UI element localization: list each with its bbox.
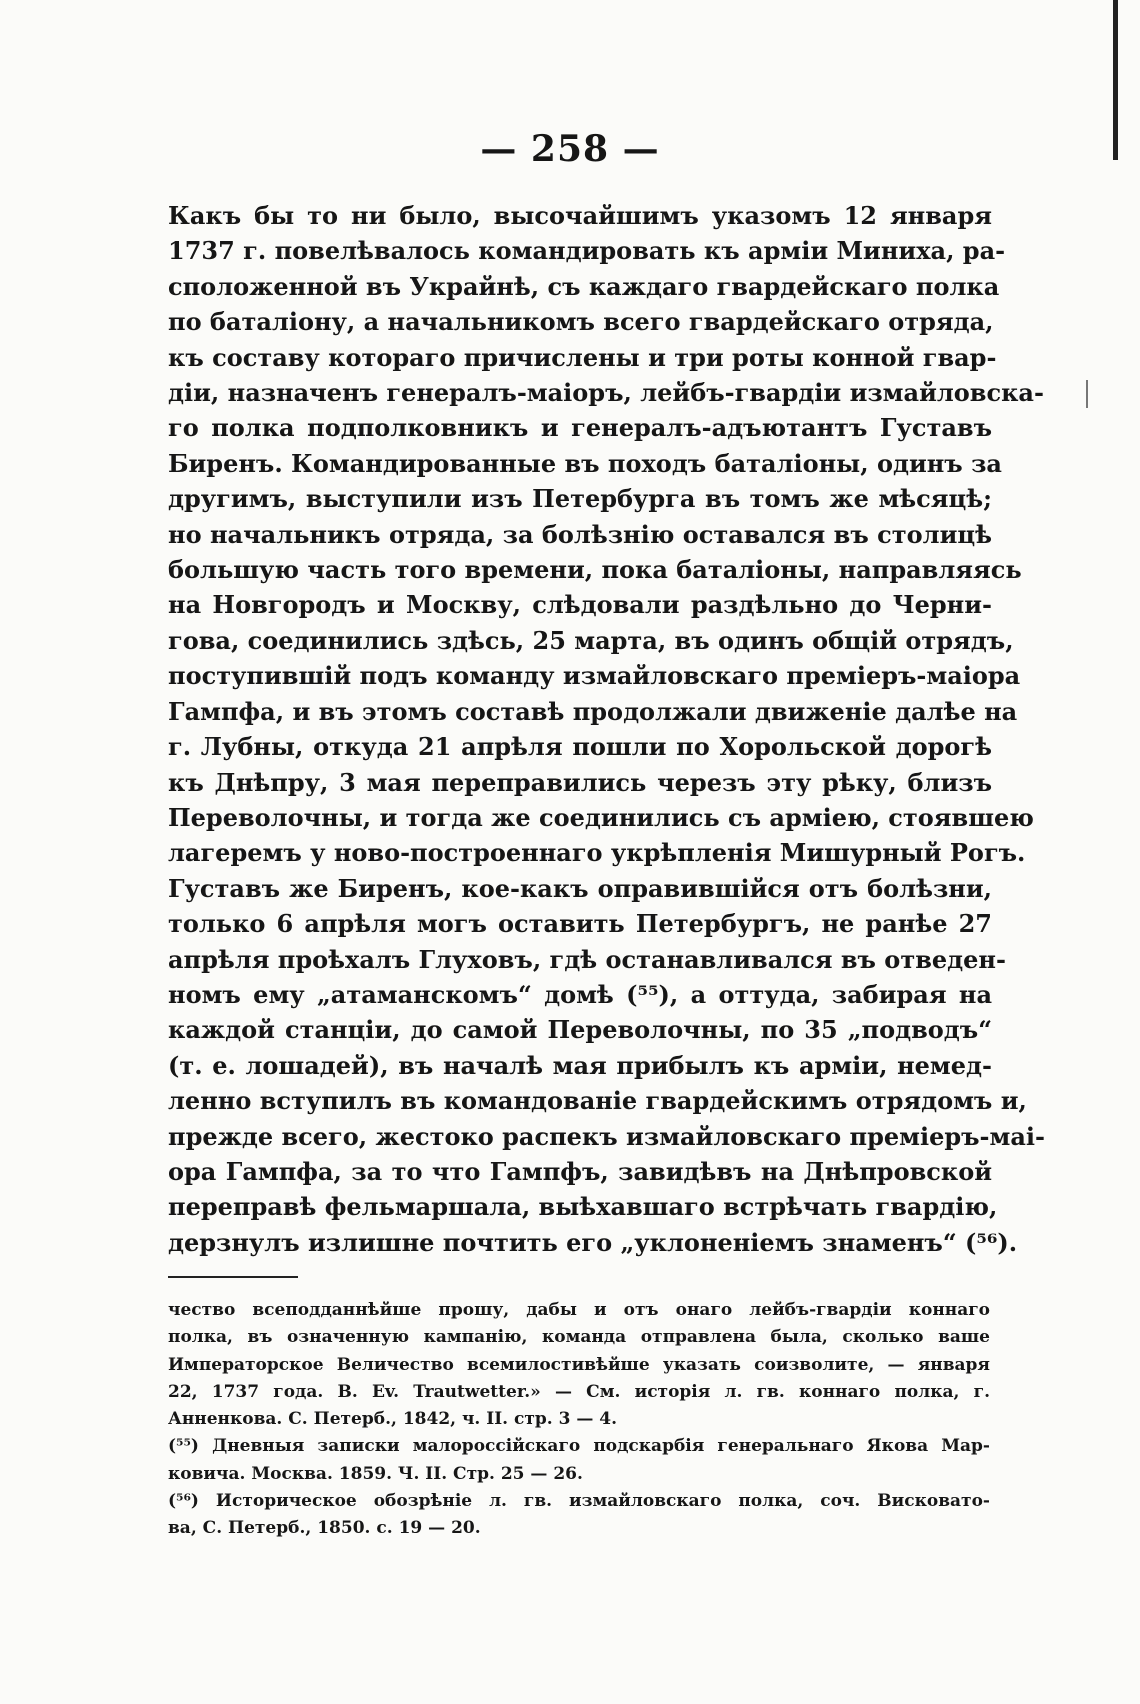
main-line: каждой станціи, до самой Переволочны, по 35 „подводъ“ [168, 1015, 992, 1045]
main-line: къ Днѣпру, 3 мая переправились черезъ эту рѣку, близъ [168, 767, 992, 797]
footnote-line: Императорское Величество всемилостивѣйше указать соизволите, — января [168, 1354, 990, 1375]
main-line: Переволочны, и тогда же соединились съ арміею, стоявшею [168, 802, 1034, 832]
main-line: большую часть того времени, пока баталіоны, направляясь [168, 555, 1022, 585]
main-line: ленно вступилъ въ командованіе гвардейскимъ отрядомъ и, [168, 1086, 1027, 1116]
footnote-line: чество всеподданнѣйше прошу, дабы и отъ онаго лейбъ-гвардіи коннаго [168, 1300, 990, 1320]
page-edge-mark [1086, 380, 1088, 408]
main-line: номъ ему „атаманскомъ“ домѣ (⁵⁵), а оттуда, забирая на [168, 979, 992, 1009]
footnote-line: (⁵⁵) Дневныя записки малороссійскаго подскарбія генеральнаго Якова Мар- [168, 1436, 990, 1457]
main-line: переправѣ фельмаршала, выѣхавшаго встрѣчать гвардію, [168, 1192, 998, 1222]
main-line: другимъ, выступили изъ Петербурга въ томъ же мѣсяцѣ; [168, 484, 992, 514]
footnote-line: ва, С. Петерб., 1850. с. 19 — 20. [168, 1518, 481, 1539]
footnote-rule [168, 1276, 298, 1278]
main-line: лагеремъ у ново-построеннаго укрѣпленія Мишурный Рогъ. [168, 838, 1026, 868]
main-line: (т. е. лошадей), въ началѣ мая прибылъ къ арміи, немед- [168, 1050, 992, 1080]
main-line: прежде всего, жестоко распекъ измайловскаго преміеръ-маі- [168, 1121, 1045, 1151]
page-number: — 258 — [480, 128, 660, 170]
main-line: на Новгородъ и Москву, слѣдовали раздѣльно до Черни- [168, 590, 992, 620]
footnote-line: 22, 1737 года. В. Ev. Trautwetter.» — См. исторія л. гв. коннаго полка, г. [168, 1381, 990, 1402]
main-text [168, 198, 1045, 1260]
footnote-line: полка, въ означенную кампанію, команда отправлена была, сколько ваше [168, 1327, 990, 1348]
footnotes [168, 1297, 990, 1543]
main-line: но начальникъ отряда, за болѣзнію оставался въ столицѣ [168, 519, 992, 549]
main-line: діи, назначенъ генералъ-маіоръ, лейбъ-гвардіи измайловска- [168, 378, 1044, 408]
main-line: г. Лубны, откуда 21 апрѣля пошли по Хорольской дорогѣ [168, 732, 992, 762]
footnote-line: (⁵⁶) Историческое обозрѣніе л. гв. измайловскаго полка, соч. Висковато- [168, 1491, 990, 1512]
main-line: Какъ бы то ни было, высочайшимъ указомъ 12 января [168, 201, 992, 230]
main-line: ора Гампфа, за то что Гампфъ, завидѣвъ на Днѣпровской [168, 1156, 992, 1186]
footnote-line: Анненкова. С. Петерб., 1842, ч. II. стр. 3 — 4. [168, 1409, 618, 1430]
main-line: го полка подполковникъ и генералъ-адъютантъ Густавъ [168, 413, 992, 443]
main-line: дерзнулъ излишне почтить его „уклоненіемъ знаменъ“ (⁵⁶). [168, 1227, 1018, 1257]
main-line: Биренъ. Командированные въ походъ баталіоны, одинъ за [168, 448, 1002, 478]
main-line: Гампфа, и въ этомъ составѣ продолжали движеніе далѣе на [168, 696, 1018, 726]
main-line: апрѣля проѣхалъ Глуховъ, гдѣ останавливался въ отведен- [168, 944, 1006, 974]
footnote-line: ковича. Москва. 1859. Ч. II. Стр. 25 — 26. [168, 1463, 583, 1484]
main-line: сположенной въ Украйнѣ, съ каждаго гвардейскаго полка [168, 271, 1000, 301]
main-line: Густавъ же Биренъ, кое-какъ оправившійся отъ болѣзни, [168, 873, 992, 903]
main-line: 1737 г. повелѣвалось командировать къ арміи Миниха, ра- [168, 236, 1006, 266]
main-line: поступившій подъ команду измайловскаго преміеръ-маіора [168, 661, 1021, 691]
main-line: гова, соединились здѣсь, 25 марта, въ одинъ общій отрядъ, [168, 625, 1014, 655]
main-line: только 6 апрѣля могъ оставить Петербургъ, не ранѣе 27 [168, 909, 992, 939]
main-line: къ составу котораго причислены и три роты конной гвар- [168, 342, 997, 372]
main-line: по баталіону, а начальникомъ всего гвардейскаго отряда, [168, 307, 994, 337]
